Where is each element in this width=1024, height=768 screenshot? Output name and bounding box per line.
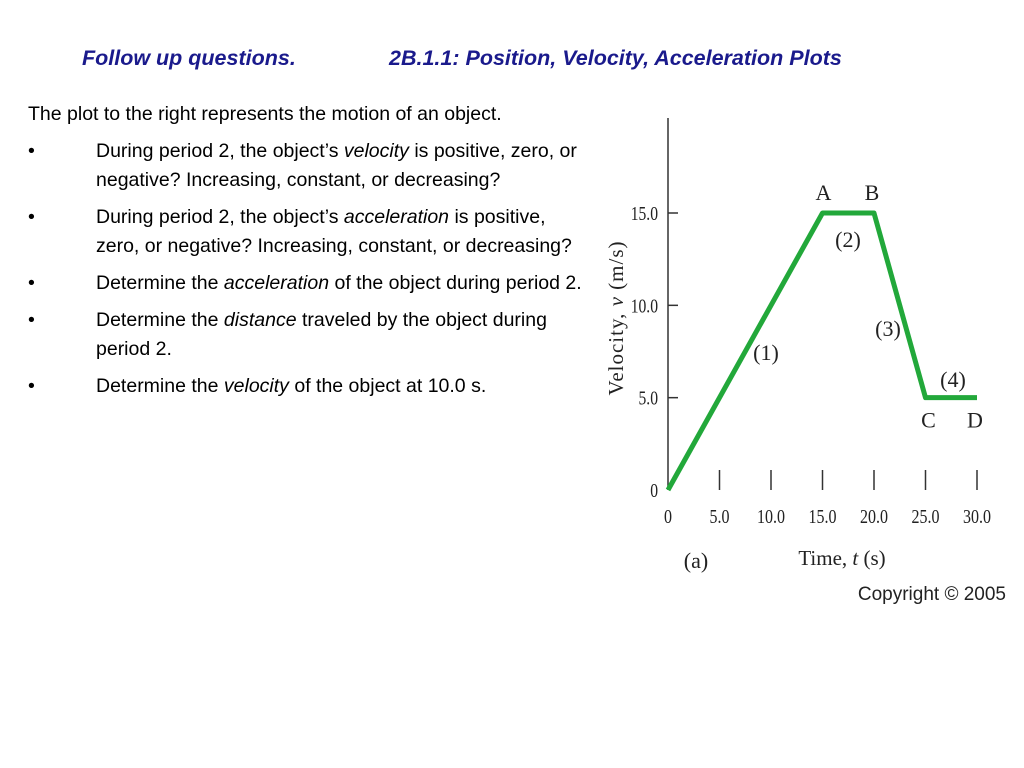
bullet-text: is positive, zero, or negative? Increasing, constant, or decreasing? (96, 206, 572, 257)
bullet-list (28, 137, 588, 401)
x-tick-label: 15.0 (808, 505, 837, 528)
point-label: B (864, 180, 880, 205)
period-label: (3) (875, 316, 901, 341)
point-label: A (815, 180, 832, 205)
bullet-emphasis: velocity (223, 375, 289, 397)
y-tick-label: 0 (650, 479, 658, 502)
x-axis-title: Time, t (s) (798, 546, 886, 570)
bullet-text: of the object during period 2. (329, 272, 582, 294)
bullet-text: traveled by the object during period 2. (96, 309, 547, 360)
period-label: (1) (753, 340, 779, 365)
x-tick-label: 10.0 (756, 505, 786, 528)
x-tick-label: 25.0 (911, 505, 940, 528)
bullet-item (28, 306, 588, 364)
point-label: C (921, 407, 936, 433)
intro-paragraph: The plot to the right represents the motion of an object. (28, 103, 502, 125)
x-tick-label: 20.0 (859, 505, 889, 528)
velocity-time-graph (596, 100, 1016, 620)
x-tick-label: 0 (663, 505, 673, 528)
bullet-item (28, 269, 588, 298)
bullet-marker: • (28, 206, 35, 228)
bullet-item (28, 372, 588, 401)
bullet-emphasis: distance (223, 309, 297, 331)
bullet-marker: • (28, 272, 35, 294)
bullet-emphasis: acceleration (343, 206, 450, 228)
x-tick-label: 30.0 (962, 505, 992, 528)
panel-label: (a) (683, 548, 709, 573)
period-label: (2) (835, 227, 861, 252)
y-tick-label: 10.0 (630, 294, 658, 317)
bullet-marker: • (28, 309, 35, 331)
question-text (28, 100, 588, 409)
bullet-text: During period 2, the object’s (96, 206, 344, 228)
bullet-marker: • (28, 140, 35, 162)
ticks (631, 202, 991, 527)
y-axis-title: Velocity, v (m/s) (604, 240, 628, 396)
x-tick-label: 5.0 (709, 505, 730, 528)
bullet-emphasis: velocity (343, 140, 409, 162)
title-left: Follow up questions. (82, 46, 296, 70)
bullet-text: During period 2, the object’s (96, 140, 344, 162)
bullet-text: Determine the (96, 375, 224, 397)
period-label: (4) (940, 367, 966, 392)
bullet-item (28, 137, 588, 195)
bullet-text: is positive, zero, or negative? Increasing, constant, or decreasing? (96, 140, 577, 191)
point-label: D (967, 407, 983, 433)
bullet-text: of the object at 10.0 s. (288, 375, 487, 397)
title-right: 2B.1.1: Position, Velocity, Acceleration Plots (389, 46, 842, 70)
y-tick-label: 5.0 (638, 386, 658, 410)
velocity-line (668, 213, 977, 490)
bullet-text: Determine the (96, 309, 224, 331)
bullet-item (28, 203, 588, 261)
bullet-marker: • (28, 375, 35, 397)
bullet-emphasis: acceleration (223, 272, 330, 294)
y-tick-label: 15.0 (630, 202, 658, 225)
copyright-text: Copyright © 2005 (857, 584, 1006, 605)
bullet-text: Determine the (96, 272, 224, 294)
